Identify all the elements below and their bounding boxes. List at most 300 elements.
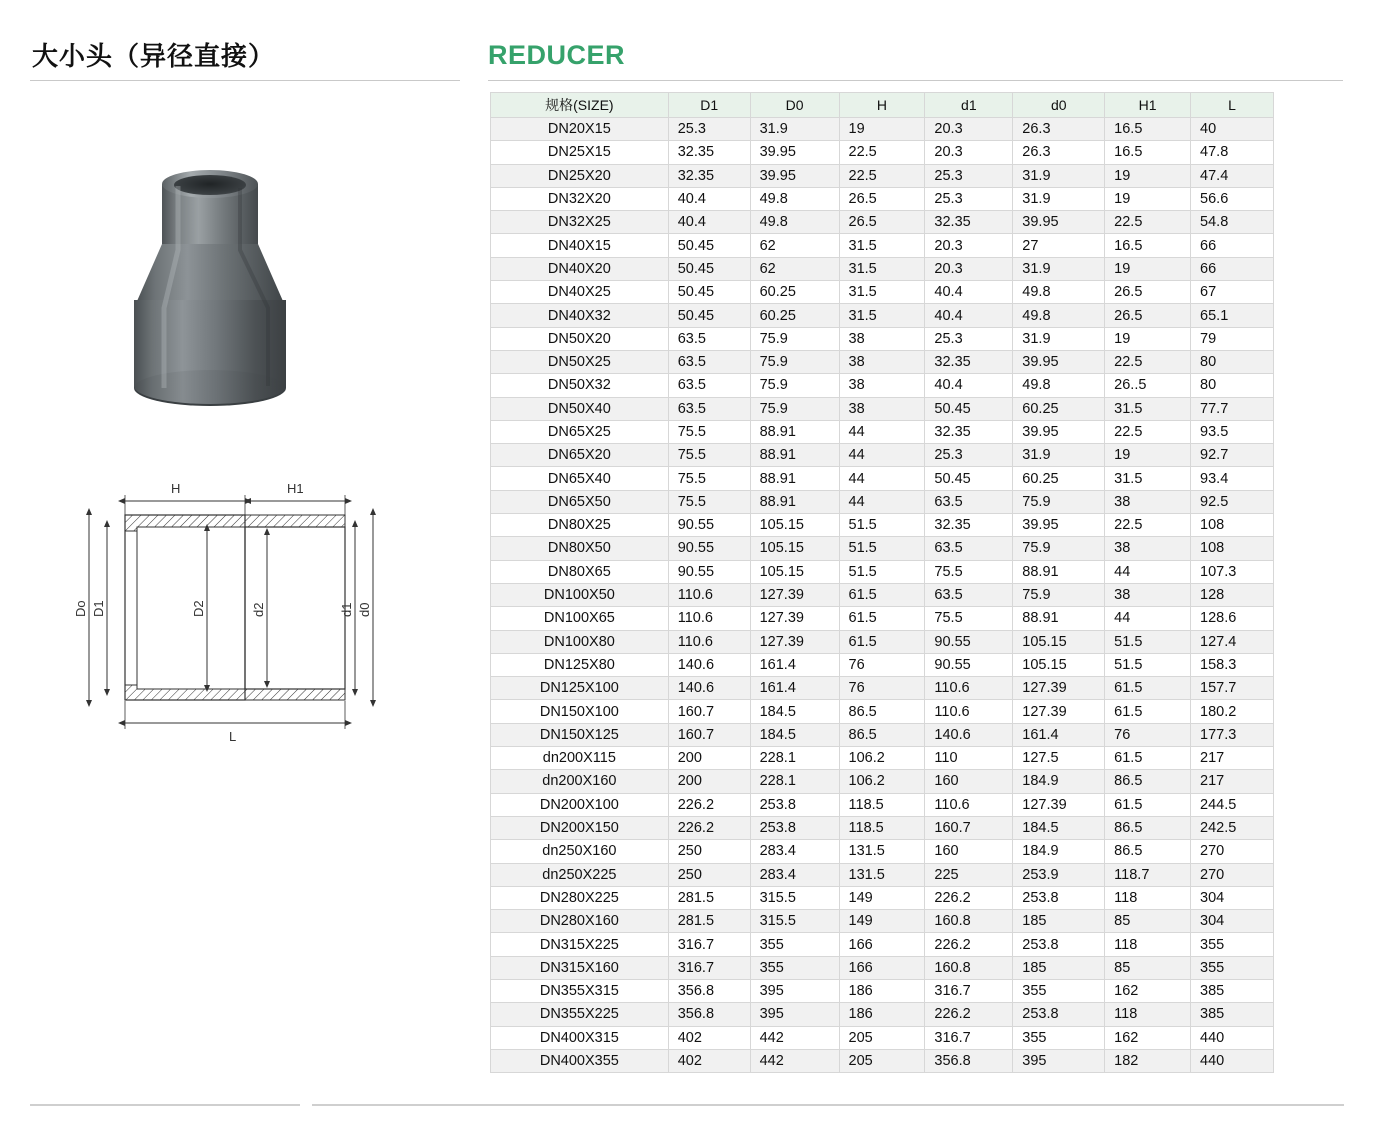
table-row <box>491 141 1274 164</box>
cell-value: 158.3 <box>1191 653 1274 676</box>
cell-size: DN40X20 <box>491 257 669 280</box>
cell-value: 31.9 <box>1013 444 1105 467</box>
cell-size: DN355X315 <box>491 979 669 1002</box>
cell-value: 110 <box>925 747 1013 770</box>
cell-value: 166 <box>839 933 925 956</box>
cell-value: 304 <box>1191 910 1274 933</box>
cell-value: 19 <box>1105 257 1191 280</box>
cell-value: 49.8 <box>1013 281 1105 304</box>
table-row <box>491 164 1274 187</box>
cell-value: 63.5 <box>925 583 1013 606</box>
product-photo <box>120 140 420 420</box>
col-header-d1-small: d1 <box>925 93 1013 118</box>
cell-value: 356.8 <box>668 1003 750 1026</box>
cell-value: 61.5 <box>839 607 925 630</box>
cell-value: 118.5 <box>839 793 925 816</box>
cell-value: 93.5 <box>1191 420 1274 443</box>
cell-value: 61.5 <box>1105 747 1191 770</box>
cell-value: 40.4 <box>925 281 1013 304</box>
cell-value: 56.6 <box>1191 187 1274 210</box>
cell-value: 75.5 <box>925 607 1013 630</box>
table-row <box>491 793 1274 816</box>
cell-value: 356.8 <box>925 1049 1013 1072</box>
cell-value: 355 <box>1013 979 1105 1002</box>
cell-value: 60.25 <box>750 304 839 327</box>
cell-value: 149 <box>839 910 925 933</box>
cell-size: DN280X225 <box>491 886 669 909</box>
cell-value: 75.9 <box>750 397 839 420</box>
cell-value: 131.5 <box>839 863 925 886</box>
table-row <box>491 537 1274 560</box>
cell-value: 180.2 <box>1191 700 1274 723</box>
cell-value: 62 <box>750 257 839 280</box>
cell-value: 90.55 <box>925 653 1013 676</box>
cell-value: 31.5 <box>839 257 925 280</box>
cell-value: 20.3 <box>925 234 1013 257</box>
cell-size: DN65X25 <box>491 420 669 443</box>
table-row <box>491 490 1274 513</box>
cell-value: 281.5 <box>668 886 750 909</box>
cell-size: DN315X160 <box>491 956 669 979</box>
cell-value: 75.9 <box>1013 490 1105 513</box>
cell-size: DN125X100 <box>491 677 669 700</box>
cell-value: 160 <box>925 770 1013 793</box>
dim-label-h1: H1 <box>287 481 304 496</box>
table-row <box>491 1026 1274 1049</box>
cell-value: 356.8 <box>668 979 750 1002</box>
cell-value: 39.95 <box>1013 514 1105 537</box>
cell-value: 105.15 <box>1013 653 1105 676</box>
cell-value: 118 <box>1105 886 1191 909</box>
cell-value: 38 <box>1105 490 1191 513</box>
cell-value: 19 <box>1105 164 1191 187</box>
cell-value: 32.35 <box>925 211 1013 234</box>
table-row <box>491 886 1274 909</box>
cell-value: 110.6 <box>668 607 750 630</box>
cell-value: 75.9 <box>750 374 839 397</box>
cell-value: 226.2 <box>925 1003 1013 1026</box>
cell-size: DN400X355 <box>491 1049 669 1072</box>
cell-value: 86.5 <box>839 723 925 746</box>
cell-value: 92.5 <box>1191 490 1274 513</box>
cell-size: dn200X160 <box>491 770 669 793</box>
cell-value: 75.5 <box>668 420 750 443</box>
cell-value: 355 <box>1191 956 1274 979</box>
cell-value: 161.4 <box>750 677 839 700</box>
table-row <box>491 979 1274 1002</box>
cell-value: 355 <box>1013 1026 1105 1049</box>
cell-value: 40.4 <box>668 211 750 234</box>
cell-value: 108 <box>1191 514 1274 537</box>
cell-value: 25.3 <box>925 327 1013 350</box>
cell-value: 127.39 <box>750 630 839 653</box>
cell-value: 226.2 <box>668 793 750 816</box>
cell-value: 160.8 <box>925 910 1013 933</box>
cell-value: 75.9 <box>750 327 839 350</box>
cell-value: 88.91 <box>750 467 839 490</box>
table-row <box>491 583 1274 606</box>
cell-size: DN40X25 <box>491 281 669 304</box>
dim-label-d2-big: D2 <box>191 600 206 617</box>
cell-value: 44 <box>1105 607 1191 630</box>
cell-value: 22.5 <box>1105 420 1191 443</box>
table-row <box>491 211 1274 234</box>
cell-value: 162 <box>1105 1026 1191 1049</box>
cell-value: 127.39 <box>750 607 839 630</box>
cell-value: 50.45 <box>668 234 750 257</box>
cell-value: 31.5 <box>839 304 925 327</box>
cell-value: 304 <box>1191 886 1274 909</box>
table-row <box>491 677 1274 700</box>
footer-divider-right <box>312 1104 1344 1106</box>
cell-size: DN20X15 <box>491 118 669 141</box>
cell-value: 88.91 <box>1013 607 1105 630</box>
cell-value: 63.5 <box>668 350 750 373</box>
cell-value: 200 <box>668 747 750 770</box>
cell-value: 402 <box>668 1049 750 1072</box>
table-row <box>491 747 1274 770</box>
cell-value: 19 <box>839 118 925 141</box>
cell-value: 75.9 <box>1013 537 1105 560</box>
cell-value: 44 <box>839 467 925 490</box>
cell-value: 182 <box>1105 1049 1191 1072</box>
cell-value: 90.55 <box>668 560 750 583</box>
cell-value: 140.6 <box>668 653 750 676</box>
table-row <box>491 374 1274 397</box>
cell-value: 127.4 <box>1191 630 1274 653</box>
table-row <box>491 350 1274 373</box>
col-header-l: L <box>1191 93 1274 118</box>
spec-table-body <box>491 118 1274 1073</box>
cell-value: 253.8 <box>1013 933 1105 956</box>
cell-value: 47.8 <box>1191 141 1274 164</box>
table-row <box>491 281 1274 304</box>
cell-value: 66 <box>1191 257 1274 280</box>
cell-value: 88.91 <box>750 490 839 513</box>
cell-value: 63.5 <box>668 374 750 397</box>
cell-value: 105.15 <box>750 514 839 537</box>
cell-value: 186 <box>839 979 925 1002</box>
cell-value: 31.5 <box>839 281 925 304</box>
cell-value: 316.7 <box>668 933 750 956</box>
cell-value: 106.2 <box>839 747 925 770</box>
cell-value: 22.5 <box>1105 211 1191 234</box>
cell-size: DN40X32 <box>491 304 669 327</box>
cell-value: 22.5 <box>839 141 925 164</box>
cell-value: 26.5 <box>839 211 925 234</box>
cell-value: 19 <box>1105 444 1191 467</box>
cell-value: 86.5 <box>1105 840 1191 863</box>
cell-value: 395 <box>750 979 839 1002</box>
cell-value: 226.2 <box>925 886 1013 909</box>
cell-value: 22.5 <box>1105 350 1191 373</box>
table-row <box>491 933 1274 956</box>
cell-value: 39.95 <box>1013 420 1105 443</box>
cell-size: DN65X50 <box>491 490 669 513</box>
cell-value: 162 <box>1105 979 1191 1002</box>
cell-size: DN400X315 <box>491 1026 669 1049</box>
col-header-d0-small: d0 <box>1013 93 1105 118</box>
cell-value: 270 <box>1191 863 1274 886</box>
cell-size: DN315X225 <box>491 933 669 956</box>
cell-value: 253.9 <box>1013 863 1105 886</box>
cell-value: 76 <box>839 653 925 676</box>
header-divider-left <box>30 80 460 81</box>
cell-value: 26.3 <box>1013 141 1105 164</box>
cell-value: 315.5 <box>750 886 839 909</box>
cell-value: 90.55 <box>668 537 750 560</box>
cell-value: 80 <box>1191 350 1274 373</box>
cell-size: dn250X225 <box>491 863 669 886</box>
cell-value: 20.3 <box>925 141 1013 164</box>
cell-value: 63.5 <box>668 397 750 420</box>
header-divider-right <box>488 80 1343 81</box>
cell-size: DN25X15 <box>491 141 669 164</box>
cell-value: 79 <box>1191 327 1274 350</box>
cell-value: 38 <box>1105 537 1191 560</box>
cell-value: 160.7 <box>668 700 750 723</box>
cell-value: 75.5 <box>668 490 750 513</box>
cell-value: 26.5 <box>1105 304 1191 327</box>
cell-value: 253.8 <box>1013 886 1105 909</box>
cell-value: 20.3 <box>925 257 1013 280</box>
cell-value: 185 <box>1013 910 1105 933</box>
table-row <box>491 1049 1274 1072</box>
dim-label-d2-small: d2 <box>251 602 266 617</box>
cell-value: 127.39 <box>1013 793 1105 816</box>
cell-value: 61.5 <box>839 630 925 653</box>
cell-value: 27 <box>1013 234 1105 257</box>
cell-value: 184.9 <box>1013 770 1105 793</box>
cell-value: 281.5 <box>668 910 750 933</box>
cell-value: 157.7 <box>1191 677 1274 700</box>
cell-size: DN125X80 <box>491 653 669 676</box>
cell-value: 51.5 <box>1105 653 1191 676</box>
cell-value: 118.5 <box>839 816 925 839</box>
cell-value: 61.5 <box>1105 677 1191 700</box>
cell-value: 93.4 <box>1191 467 1274 490</box>
cell-value: 226.2 <box>925 933 1013 956</box>
cell-value: 49.8 <box>1013 374 1105 397</box>
dim-label-h: H <box>171 481 181 496</box>
table-row <box>491 770 1274 793</box>
cell-value: 49.8 <box>750 187 839 210</box>
cell-value: 316.7 <box>668 956 750 979</box>
cell-value: 25.3 <box>668 118 750 141</box>
cell-size: DN355X225 <box>491 1003 669 1026</box>
cell-size: DN50X20 <box>491 327 669 350</box>
col-header-h: H <box>839 93 925 118</box>
cell-value: 44 <box>839 444 925 467</box>
cell-value: 110.6 <box>925 793 1013 816</box>
table-row <box>491 607 1274 630</box>
cell-size: DN80X65 <box>491 560 669 583</box>
cell-size: DN200X150 <box>491 816 669 839</box>
table-header-row <box>491 93 1274 118</box>
page-title-cn: 大小头（异径直接） <box>32 41 276 71</box>
table-row <box>491 304 1274 327</box>
cell-value: 40.4 <box>668 187 750 210</box>
cell-value: 60.25 <box>1013 467 1105 490</box>
cell-value: 61.5 <box>839 583 925 606</box>
cell-size: DN65X20 <box>491 444 669 467</box>
cell-size: DN32X25 <box>491 211 669 234</box>
cell-value: 60.25 <box>1013 397 1105 420</box>
cell-value: 228.1 <box>750 770 839 793</box>
cell-value: 184.9 <box>1013 840 1105 863</box>
cell-value: 31.5 <box>1105 467 1191 490</box>
cell-value: 86.5 <box>839 700 925 723</box>
cell-value: 63.5 <box>668 327 750 350</box>
cell-value: 67 <box>1191 281 1274 304</box>
cell-value: 25.3 <box>925 164 1013 187</box>
cell-value: 38 <box>839 327 925 350</box>
col-header-d1: D1 <box>668 93 750 118</box>
cell-value: 205 <box>839 1049 925 1072</box>
cell-value: 92.7 <box>1191 444 1274 467</box>
cell-value: 31.9 <box>1013 257 1105 280</box>
cell-value: 85 <box>1105 956 1191 979</box>
cell-value: 51.5 <box>1105 630 1191 653</box>
cell-value: 61.5 <box>1105 700 1191 723</box>
dim-label-do: Do <box>73 600 88 617</box>
cell-value: 253.8 <box>750 793 839 816</box>
dim-label-l: L <box>229 729 237 744</box>
cell-value: 385 <box>1191 979 1274 1002</box>
cell-value: 110.6 <box>925 677 1013 700</box>
cell-value: 86.5 <box>1105 816 1191 839</box>
dimension-diagram <box>55 465 455 755</box>
cell-size: DN50X32 <box>491 374 669 397</box>
cell-value: 32.35 <box>925 350 1013 373</box>
cell-value: 149 <box>839 886 925 909</box>
cell-value: 395 <box>1013 1049 1105 1072</box>
cell-size: DN80X50 <box>491 537 669 560</box>
cell-value: 51.5 <box>839 514 925 537</box>
cell-size: DN100X50 <box>491 583 669 606</box>
cell-value: 184.5 <box>750 723 839 746</box>
cell-value: 217 <box>1191 770 1274 793</box>
cell-value: 105.15 <box>750 560 839 583</box>
table-row <box>491 397 1274 420</box>
cell-value: 63.5 <box>925 537 1013 560</box>
cell-value: 16.5 <box>1105 234 1191 257</box>
spec-table-head <box>491 93 1274 118</box>
cell-value: 26.3 <box>1013 118 1105 141</box>
dim-label-d1-small: d1 <box>339 602 354 617</box>
cell-value: 66 <box>1191 234 1274 257</box>
table-row <box>491 840 1274 863</box>
table-row <box>491 956 1274 979</box>
table-row <box>491 257 1274 280</box>
cell-value: 39.95 <box>1013 211 1105 234</box>
cell-value: 105.15 <box>1013 630 1105 653</box>
cell-value: 106.2 <box>839 770 925 793</box>
cell-value: 47.4 <box>1191 164 1274 187</box>
table-row <box>491 630 1274 653</box>
table-row <box>491 187 1274 210</box>
spec-table <box>490 92 1274 1073</box>
table-row <box>491 514 1274 537</box>
cell-size: DN200X100 <box>491 793 669 816</box>
cell-size: DN280X160 <box>491 910 669 933</box>
cell-value: 283.4 <box>750 863 839 886</box>
cell-value: 22.5 <box>1105 514 1191 537</box>
cell-value: 355 <box>750 933 839 956</box>
cell-value: 108 <box>1191 537 1274 560</box>
cell-value: 31.9 <box>1013 327 1105 350</box>
cell-value: 50.45 <box>668 281 750 304</box>
table-row <box>491 444 1274 467</box>
cell-value: 38 <box>839 350 925 373</box>
cell-value: 110.6 <box>925 700 1013 723</box>
cell-value: 75.5 <box>668 444 750 467</box>
cell-value: 16.5 <box>1105 141 1191 164</box>
cell-value: 44 <box>839 490 925 513</box>
cell-value: 19 <box>1105 327 1191 350</box>
cell-value: 38 <box>1105 583 1191 606</box>
cell-value: 39.95 <box>750 141 839 164</box>
cell-value: 62 <box>750 234 839 257</box>
cell-value: 140.6 <box>925 723 1013 746</box>
cell-value: 54.8 <box>1191 211 1274 234</box>
cell-value: 184.5 <box>750 700 839 723</box>
cell-value: 61.5 <box>1105 793 1191 816</box>
cell-value: 50.45 <box>668 304 750 327</box>
cell-value: 88.91 <box>750 420 839 443</box>
cell-value: 160 <box>925 840 1013 863</box>
cell-value: 442 <box>750 1026 839 1049</box>
cell-value: 40 <box>1191 118 1274 141</box>
cell-value: 140.6 <box>668 677 750 700</box>
cell-value: 107.3 <box>1191 560 1274 583</box>
cell-size: dn250X160 <box>491 840 669 863</box>
cell-value: 316.7 <box>925 1026 1013 1049</box>
cell-value: 217 <box>1191 747 1274 770</box>
cell-value: 32.35 <box>668 141 750 164</box>
cell-value: 75.5 <box>925 560 1013 583</box>
cell-value: 184.5 <box>1013 816 1105 839</box>
cell-value: 32.35 <box>925 514 1013 537</box>
cell-value: 250 <box>668 863 750 886</box>
cell-value: 118 <box>1105 1003 1191 1026</box>
cell-value: 166 <box>839 956 925 979</box>
cell-value: 160.8 <box>925 956 1013 979</box>
cell-value: 86.5 <box>1105 770 1191 793</box>
cell-value: 22.5 <box>839 164 925 187</box>
dim-label-d1-big: D1 <box>91 600 106 617</box>
cell-value: 25.3 <box>925 444 1013 467</box>
cell-value: 355 <box>1191 933 1274 956</box>
page-title-en: REDUCER <box>488 40 626 70</box>
cell-value: 49.8 <box>1013 304 1105 327</box>
cell-value: 110.6 <box>668 583 750 606</box>
dim-label-d0-small: d0 <box>357 602 372 617</box>
cell-value: 160.7 <box>925 816 1013 839</box>
cell-value: 440 <box>1191 1026 1274 1049</box>
cell-value: 19 <box>1105 187 1191 210</box>
cell-value: 244.5 <box>1191 793 1274 816</box>
cell-value: 205 <box>839 1026 925 1049</box>
cell-value: 50.45 <box>925 397 1013 420</box>
cell-value: 39.95 <box>1013 350 1105 373</box>
cell-value: 442 <box>750 1049 839 1072</box>
cell-value: 161.4 <box>750 653 839 676</box>
cell-size: DN150X100 <box>491 700 669 723</box>
cell-value: 90.55 <box>925 630 1013 653</box>
cell-value: 385 <box>1191 1003 1274 1026</box>
cell-value: 200 <box>668 770 750 793</box>
